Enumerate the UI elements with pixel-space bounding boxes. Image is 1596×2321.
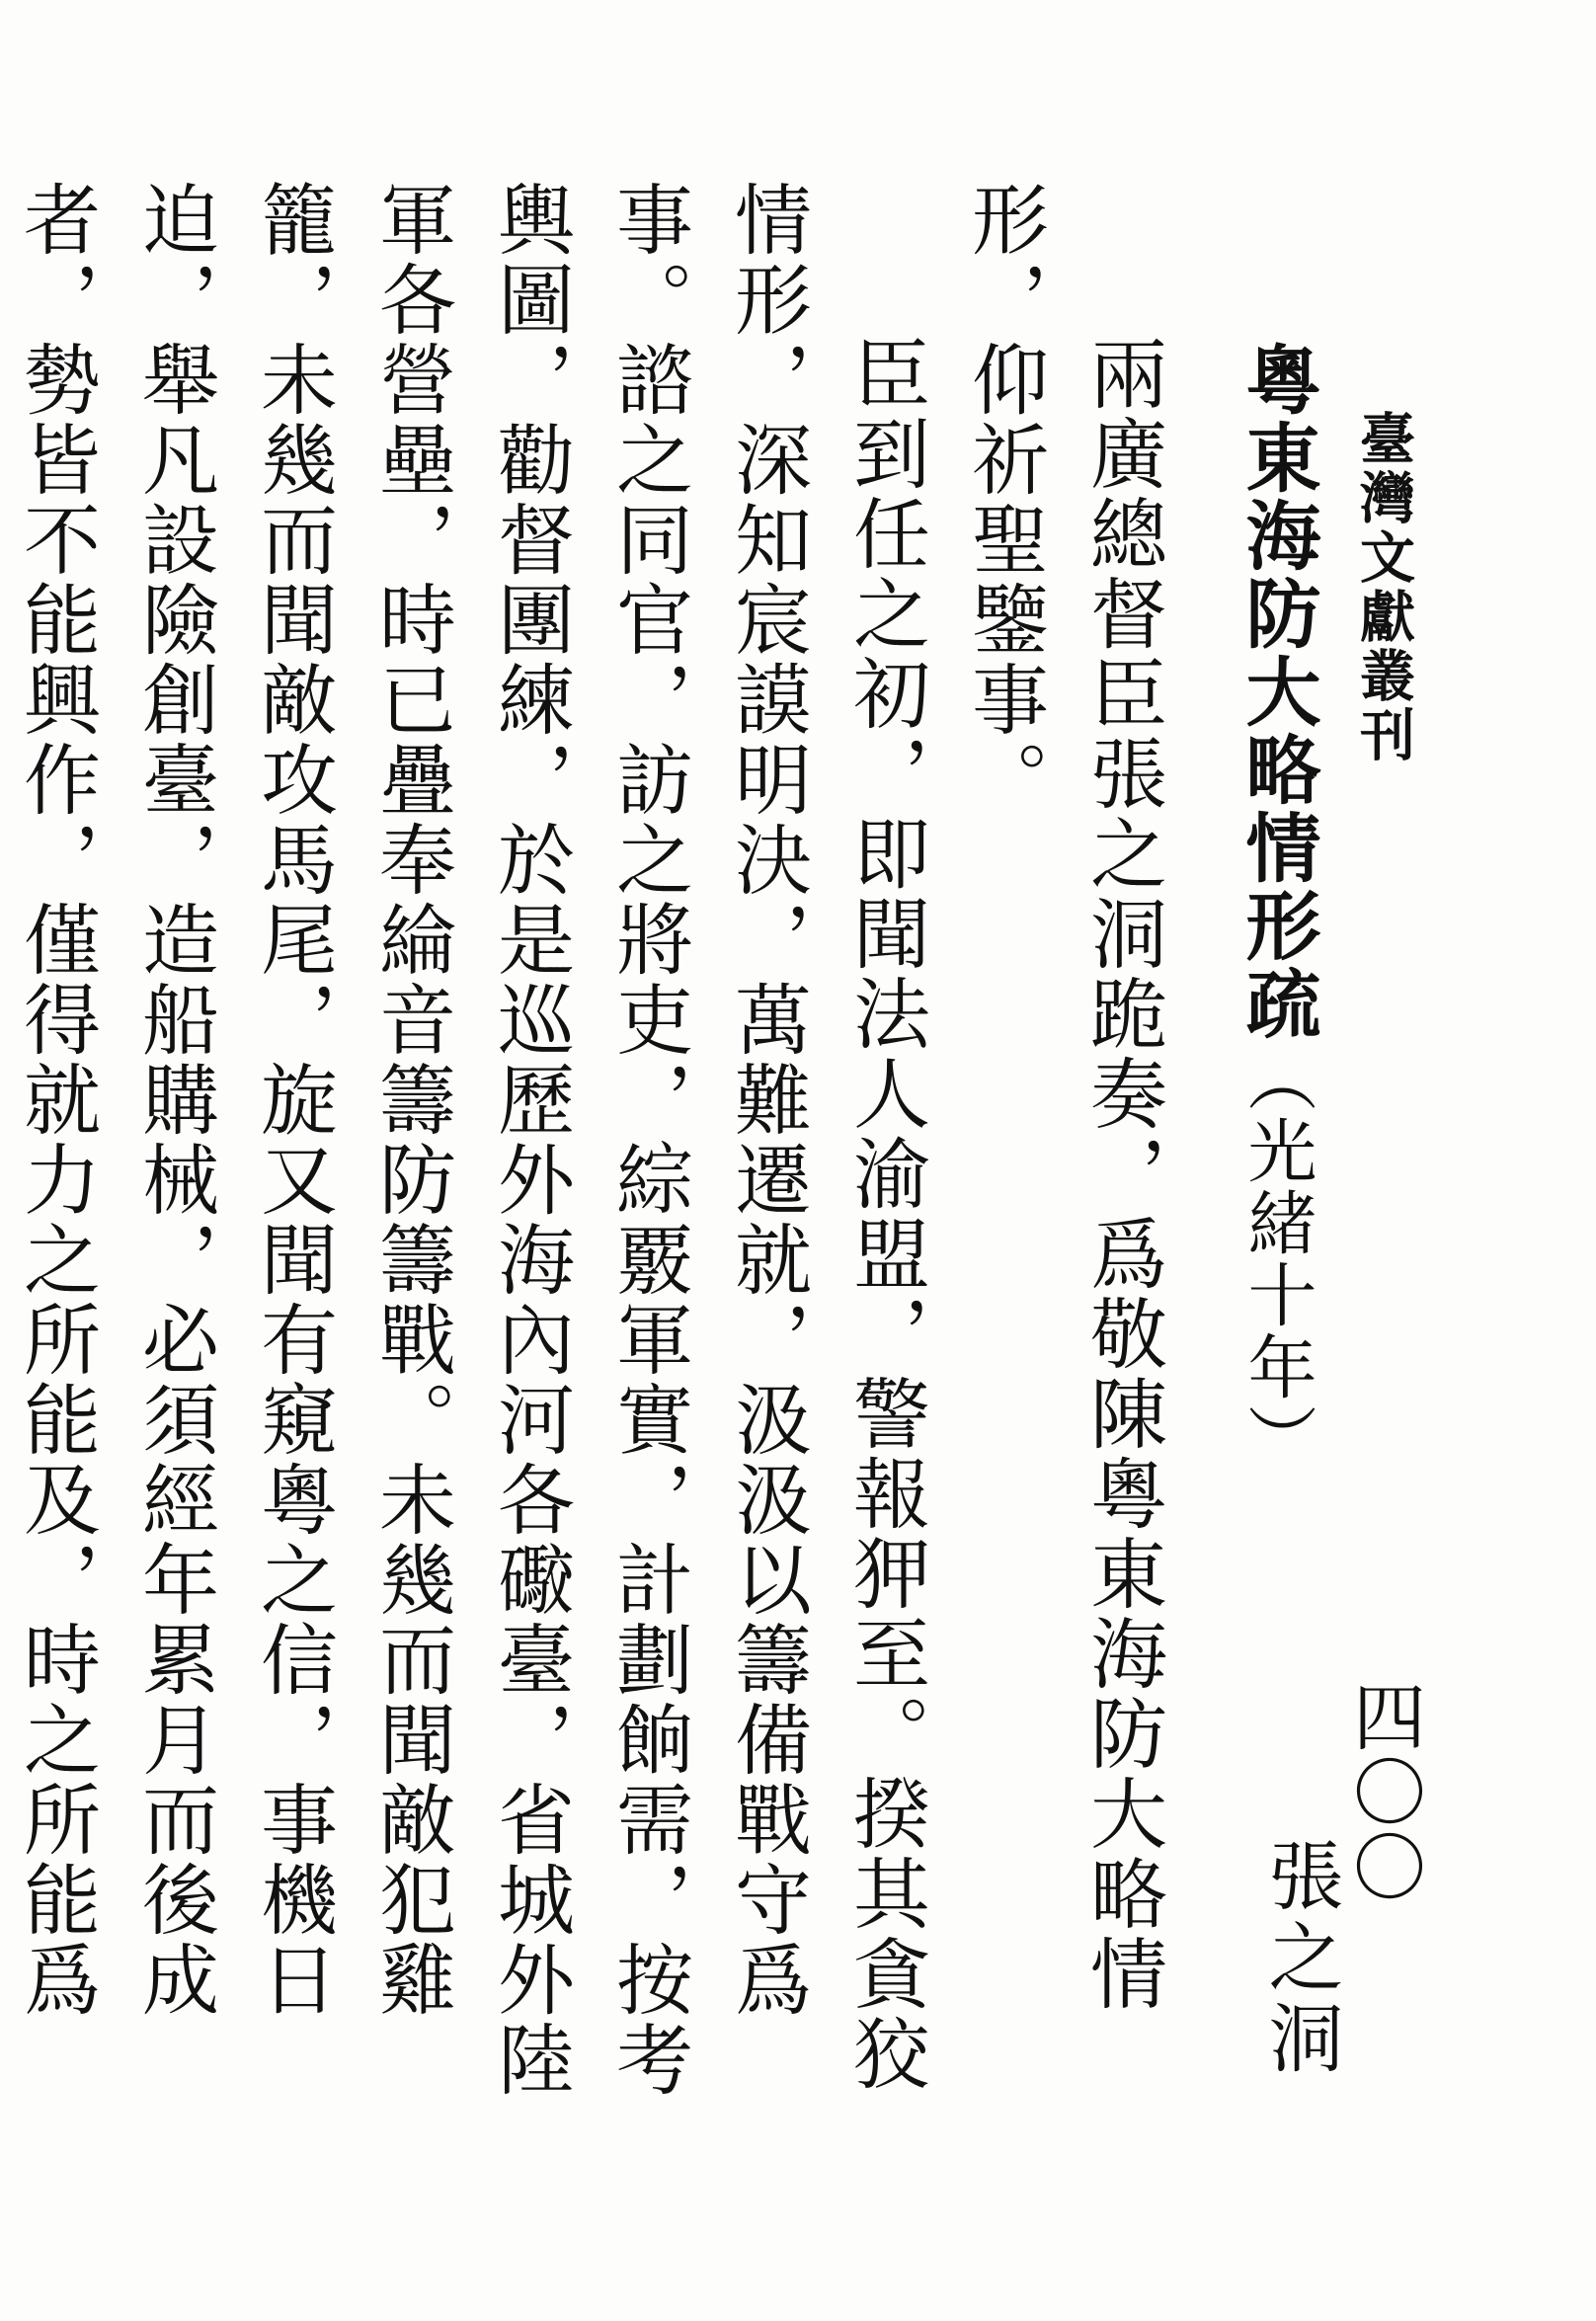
document-title-block <box>1234 341 1321 1476</box>
document-author: 張之洞 <box>1256 1837 1344 2080</box>
memorial-body <box>11 180 1181 2155</box>
document-era: （光緒十年） <box>1237 1043 1317 1476</box>
paragraph-opening: 兩廣總督臣張之洞跪奏，爲敬陳粵東海防大略情形，仰祈聖鑒事。 <box>959 180 1166 2014</box>
document-title: 粵東海防大略情形疏 <box>1234 341 1321 1043</box>
paragraph-main: 臣到任之初，即聞法人渝盟，警報狎至。揆其貪狡情形，深知宸謨明決，萬難遷就，汲汲以籌備戰守爲事。諮之同官，訪之將吏，綜覈軍實，計劃餉需，按考輿圖，勸督團練，於是巡歷外海內河各礮臺，省城外陸軍各營壘，時已疊奉綸音籌防籌戰。未幾而聞敵犯雞籠，未幾而聞敵攻馬尾，旋又聞有窺粵之信，事機日迫，舉凡設險創臺，造船購械，必須經年累月而後成者，勢皆不能興作，僅得就力之所能及，時之所能爲 <box>11 180 929 2100</box>
page-number: 四〇〇 <box>1341 1679 1426 1904</box>
series-title: 臺灣文獻叢刊 <box>1351 410 1416 765</box>
